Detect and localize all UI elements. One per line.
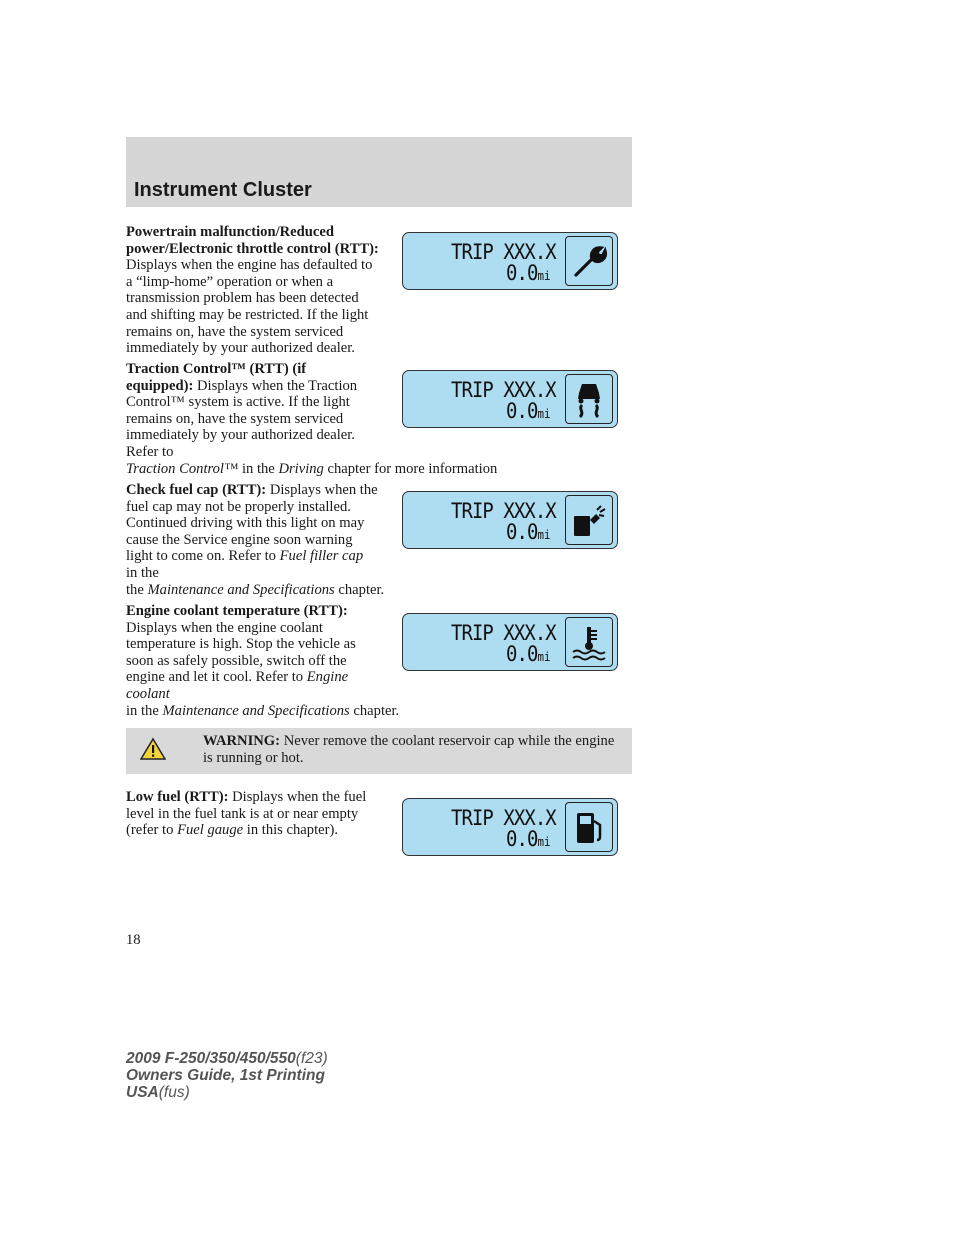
section-body: Displays when the engine coolant temperature is high. Stop the vehicle as soon as safely possible, switch off the engine and let it cool. Refer to (126, 619, 356, 686)
warning-triangle-icon (140, 737, 166, 761)
trip-readout: TRIP XXX.X (451, 378, 556, 402)
trip-readout: TRIP XXX.X (451, 240, 556, 264)
section-low-fuel: Low fuel (RTT): Displays when the fuel level in the fuel tank is at or near empty (refer to Fuel gauge in this chapter). (126, 789, 367, 839)
trip-readout: TRIP XXX.X (451, 499, 556, 523)
chapter-title: Instrument Cluster (134, 179, 312, 201)
warning-text: WARNING: Never remove the coolant reservoir cap while the engine is running or hot. (203, 733, 615, 766)
section-heading: Traction Control™ (RTT) (if equipped): (126, 361, 307, 394)
message-display (402, 491, 618, 549)
odometer-readout: 0.0mi (506, 520, 551, 544)
fuel-cap-icon (565, 495, 613, 545)
section-reference: Fuel filler cap (279, 548, 364, 565)
section-heading: Engine coolant temperature (RTT): (126, 603, 348, 619)
trip-readout: TRIP XXX.X (451, 621, 556, 645)
fuel-pump-icon (565, 802, 613, 852)
message-display (402, 232, 618, 290)
message-display (402, 613, 618, 671)
section-coolant-temperature: Engine coolant temperature (RTT): Displays when the engine coolant temperature is high. Stop the vehicle as soon as safely possible, switch off the engine and let it cool. Refer to Engine coolant in the Maintenance and Specifications chapter. (126, 603, 400, 719)
section-heading: Check fuel cap (RTT): (126, 482, 267, 498)
section-reference: Fuel gauge (177, 822, 244, 839)
section-reference-chapter: Maintenance and Specifications (147, 581, 335, 598)
section-body: Displays when the fuel level in the fuel tank is at or near empty (refer to (126, 789, 367, 839)
section-body: Displays when the Traction Control™ system is active. If the light remains on, have the system serviced immediately by your authorized dealer. Refer to (126, 377, 358, 460)
section-check-fuel-cap: Check fuel cap (RTT): Displays when the fuel cap may not be properly installed. Continued driving with this light on may cause the Service engine soon warning light to come on. Refer to Fuel filler cap in the the Maintenance and Specifications chapter. (126, 482, 385, 598)
section-reference: Traction Control™ (126, 460, 239, 477)
section-reference-chapter: Driving (278, 460, 324, 477)
message-display (402, 798, 618, 856)
chapter-header (126, 137, 632, 207)
odometer-readout: 0.0mi (506, 399, 551, 423)
section-body: Displays when the engine has defaulted to a “limp-home” operation or when a transmission problem has been detected and shifting may be restricted. If the light remains on, have the system serviced immediately by your authorized dealer. (126, 257, 373, 357)
section-traction-control: Traction Control™ (RTT) (if equipped): Displays when the Traction Control™ system is active. If the light remains on, have the system serviced immediately by your authorized dealer. Refer to Traction Control™ in the Driving chapter for more information (126, 361, 498, 477)
section-reference-chapter: Maintenance and Specifications (162, 702, 350, 719)
trip-readout: TRIP XXX.X (451, 806, 556, 830)
coolant-temperature-icon (565, 617, 613, 667)
odometer-readout: 0.0mi (506, 642, 551, 666)
page-number: 18 (126, 932, 141, 948)
section-reference: Engine coolant (126, 669, 349, 702)
section-heading: Low fuel (RTT): (126, 789, 229, 805)
warning-box (126, 728, 632, 774)
odometer-readout: 0.0mi (506, 827, 551, 851)
message-display (402, 370, 618, 428)
wrench-icon (565, 236, 613, 286)
traction-control-icon (565, 374, 613, 424)
section-body: Displays when the fuel cap may not be properly installed. Continued driving with this light on may cause the Service engine soon warning light to come on. Refer to (126, 482, 378, 565)
odometer-readout: 0.0mi (506, 261, 551, 285)
footer: 2009 F-250/350/450/550(f23) Owners Guide, 1st Printing USA(fus) (126, 1050, 328, 1101)
section-heading: Powertrain malfunction/Reduced power/Electronic throttle control (RTT): (126, 224, 379, 257)
